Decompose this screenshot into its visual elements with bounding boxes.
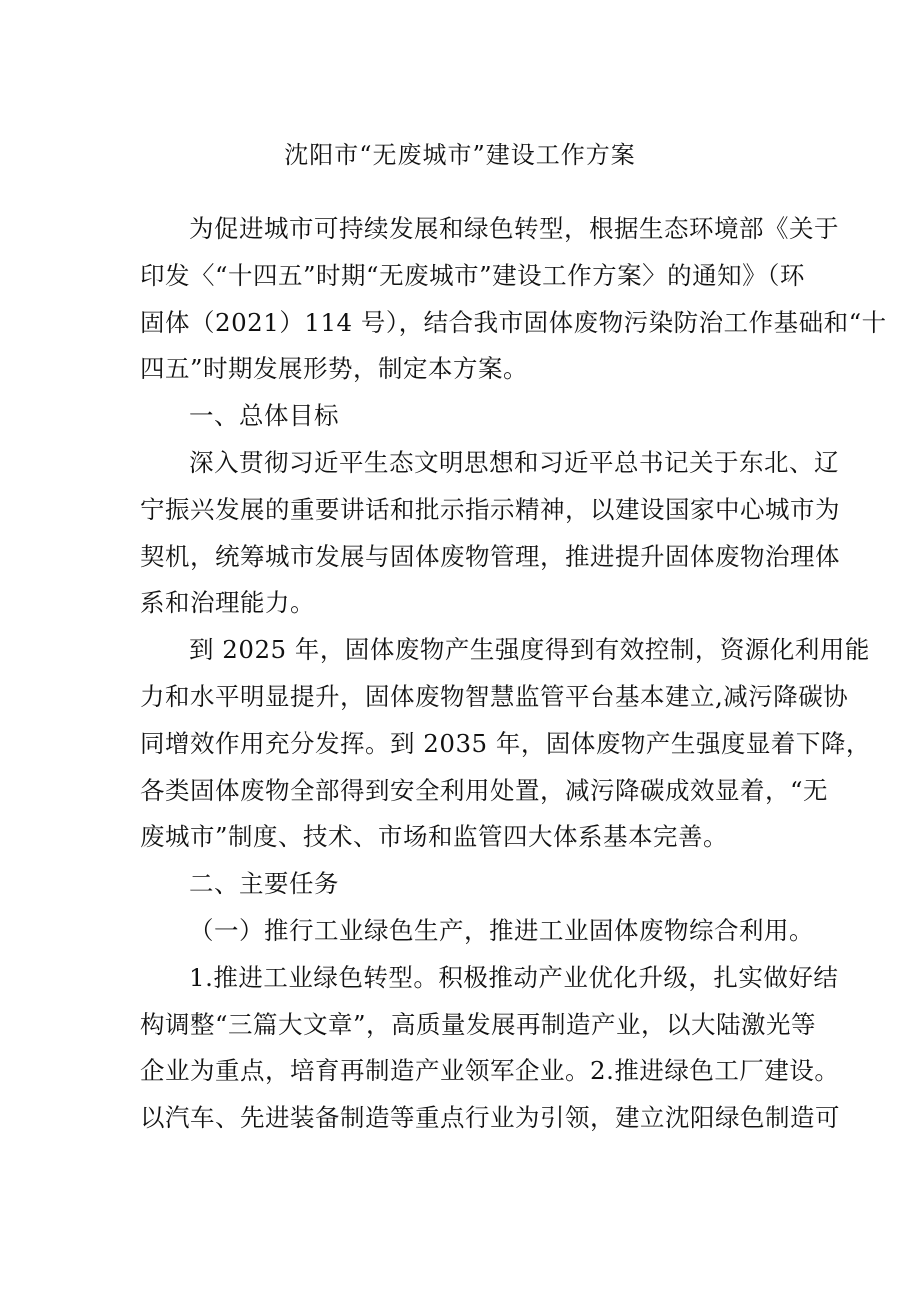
paragraph-targets-line-3: 同增效作用充分发挥。到 2035 年，固体废物产生强度显着下降， — [140, 728, 871, 758]
paragraph-industrial-line-3: 企业为重点，培育再制造产业领军企业。2.推进绿色工厂建设。 — [140, 1056, 840, 1086]
document-body — [140, 206, 887, 1142]
paragraph-goals-line-2: 宁振兴发展的重要讲话和批示指示精神，以建设国家中心城市为 — [140, 494, 840, 524]
paragraph-targets-line-2: 力和水平明显提升，固体废物智慧监管平台基本建立,减污降碳协 — [140, 681, 849, 711]
paragraph-industrial-line-4: 以汽车、先进装备制造等重点行业为引领，建立沈阳绿色制造可 — [140, 1103, 840, 1133]
paragraph-targets-line-4: 各类固体废物全部得到安全利用处置，减污降碳成效显着，“无 — [140, 775, 829, 805]
paragraph-targets-line-1: 到 2025 年，固体废物产生强度得到有效控制，资源化利用能 — [189, 635, 870, 665]
paragraph-industrial-line-2: 构调整“三篇大文章”，高质量发展再制造产业，以大陆激光等 — [140, 1009, 817, 1039]
document-title: 沈阳市“无废城市”建设工作方案 — [284, 141, 636, 169]
section-heading-main-tasks: 二、主要任务 — [189, 869, 339, 899]
paragraph-goals-line-1: 深入贯彻习近平生态文明思想和习近平总书记关于东北、辽 — [189, 447, 839, 477]
paragraph-industrial-line-1: 1.推进工业绿色转型。积极推动产业优化升级，扎实做好结 — [189, 962, 839, 992]
section-heading-overall-goals: 一、总体目标 — [189, 401, 339, 431]
paragraph-targets-line-5: 废城市”制度、技术、市场和监管四大体系基本完善。 — [140, 822, 729, 852]
paragraph-goals-line-4: 系和治理能力。 — [140, 588, 315, 618]
subsection-heading-industrial: （一）推行工业绿色生产，推进工业固体废物综合利用。 — [189, 915, 814, 945]
paragraph-intro-line-1: 为促进城市可持续发展和绿色转型，根据生态环境部《关于 — [189, 214, 839, 243]
paragraph-goals-line-3: 契机，统筹城市发展与固体废物管理，推进提升固体废物治理体 — [140, 541, 840, 571]
paragraph-intro-line-3: 固体（2021）114 号），结合我市固体废物污染防治工作基础和“十 — [140, 307, 887, 337]
paragraph-intro-line-4: 四五”时期发展形势，制定本方案。 — [140, 354, 529, 384]
paragraph-intro-line-2: 印发〈“十四五”时期“无废城市”建设工作方案〉的通知》（环 — [140, 260, 805, 290]
